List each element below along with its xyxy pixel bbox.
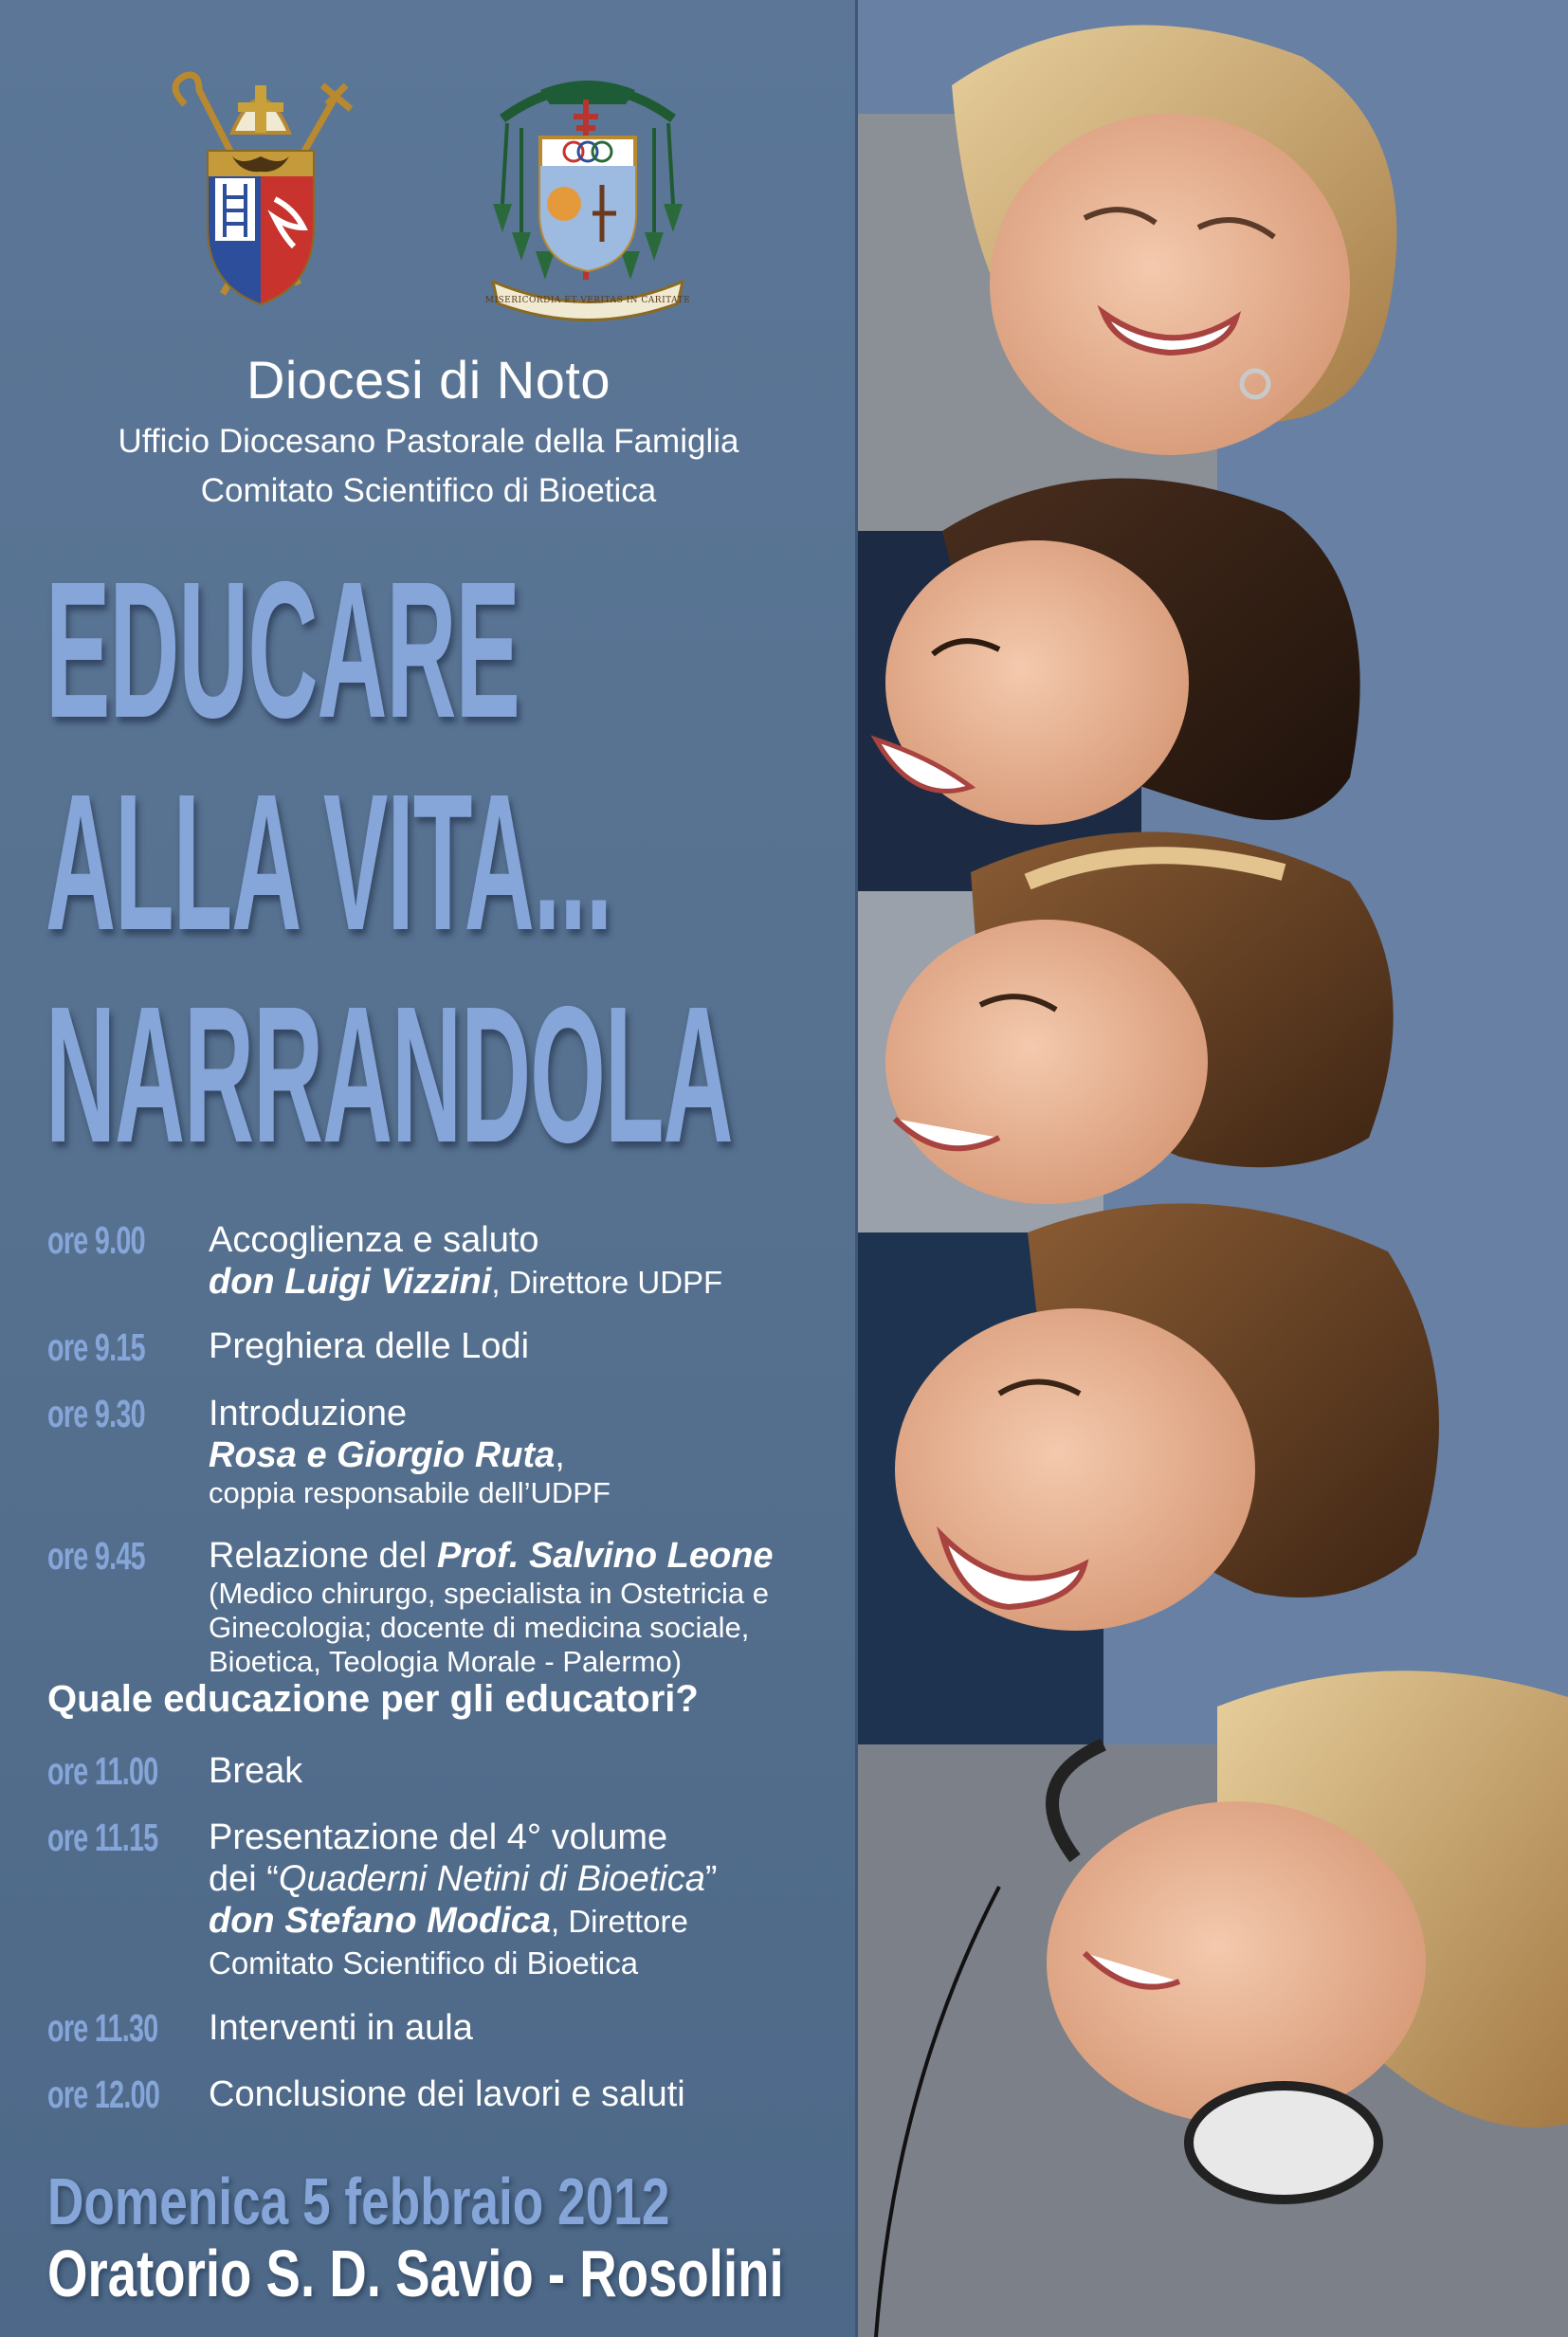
program-time: ore 12.00 bbox=[47, 2072, 160, 2116]
program-title: Relazione del bbox=[209, 1536, 437, 1576]
photo-panel bbox=[857, 0, 1568, 2337]
program-item bbox=[209, 1393, 611, 1510]
program-title: Break bbox=[209, 1751, 303, 1791]
headline-line-2: ALLA VITA... bbox=[46, 754, 612, 971]
speaker-name: don Luigi Vizzini bbox=[209, 1262, 492, 1302]
program-item bbox=[209, 1750, 302, 1792]
program-time: ore 9.00 bbox=[47, 1218, 145, 1262]
program-title: Introduzione bbox=[209, 1394, 408, 1433]
program-note: Ginecologia; docente di medicina sociale, bbox=[209, 1611, 750, 1644]
program-title-line bbox=[209, 1535, 774, 1577]
program-item bbox=[209, 1325, 529, 1367]
crest-motto: MISERICORDIA ET VERITAS IN CARITATE bbox=[484, 296, 691, 305]
person-5 bbox=[857, 1671, 1568, 2337]
speaker-role: , Direttore bbox=[551, 1904, 688, 1939]
program-speaker-line bbox=[209, 1434, 611, 1476]
program-title: Interventi in aula bbox=[209, 2008, 473, 2048]
program-item bbox=[209, 1535, 774, 1679]
program-note: Bioetica, Teologia Morale - Palermo) bbox=[209, 1645, 683, 1678]
diocese-title: Diocesi di Noto bbox=[246, 350, 611, 410]
speaker-name: don Stefano Modica bbox=[209, 1901, 551, 1941]
program-speaker-line bbox=[209, 1900, 718, 1943]
book-suffix: ” bbox=[704, 1859, 718, 1899]
speaker-name: Rosa e Giorgio Ruta bbox=[209, 1435, 556, 1475]
program-time: ore 9.30 bbox=[47, 1392, 145, 1435]
lecture-theme: Quale educazione per gli educatori? bbox=[47, 1678, 699, 1720]
speaker-suffix: , bbox=[555, 1435, 565, 1475]
program-note: (Medico chirurgo, specialista in Ostetricia e bbox=[209, 1577, 769, 1610]
event-venue: Oratorio S. D. Savio - Rosolini bbox=[47, 2237, 784, 2310]
program-note: coppia responsabile dell’UDPF bbox=[209, 1476, 611, 1509]
committee-subtitle: Comitato Scientifico di Bioetica bbox=[200, 472, 657, 509]
program-time: ore 11.15 bbox=[47, 1816, 158, 1859]
program-title: Conclusione dei lavori e saluti bbox=[209, 2074, 685, 2114]
program-time: ore 11.00 bbox=[47, 1749, 158, 1793]
program-time: ore 9.15 bbox=[47, 1325, 145, 1369]
program-note: Comitato Scientifico di Bioetica bbox=[209, 1945, 639, 1981]
archbishop-crest-icon bbox=[483, 62, 692, 327]
program-item bbox=[209, 1817, 718, 1984]
program-speaker-line bbox=[209, 1261, 722, 1304]
person-2 bbox=[857, 478, 1360, 891]
teenagers-photo bbox=[857, 0, 1568, 2337]
bishop-crest-icon bbox=[156, 66, 365, 322]
program-item bbox=[209, 2073, 685, 2115]
program-title: Presentazione del 4° volume bbox=[209, 1817, 668, 1857]
speaker-role: , Direttore UDPF bbox=[491, 1265, 723, 1300]
headline-line-3: NARRANDOLA bbox=[46, 966, 733, 1183]
program-title: Preghiera delle Lodi bbox=[209, 1326, 530, 1366]
program-time: ore 9.45 bbox=[47, 1534, 145, 1578]
book-title: Quaderni Netini di Bioetica bbox=[278, 1859, 705, 1899]
program-time: ore 11.30 bbox=[47, 2006, 158, 2050]
program-title: Accoglienza e saluto bbox=[209, 1220, 539, 1260]
speaker-name: Prof. Salvino Leone bbox=[436, 1536, 774, 1576]
program-book-line bbox=[209, 1858, 718, 1900]
program-item bbox=[209, 1219, 722, 1304]
headline-line-1: EDUCARE bbox=[46, 541, 520, 758]
event-date: Domenica 5 febbraio 2012 bbox=[47, 2164, 670, 2238]
book-prefix: dei “ bbox=[209, 1859, 279, 1899]
program-item bbox=[209, 2007, 473, 2049]
office-subtitle: Ufficio Diocesano Pastorale della Famiglia bbox=[118, 423, 739, 460]
person-3 bbox=[857, 831, 1394, 1232]
